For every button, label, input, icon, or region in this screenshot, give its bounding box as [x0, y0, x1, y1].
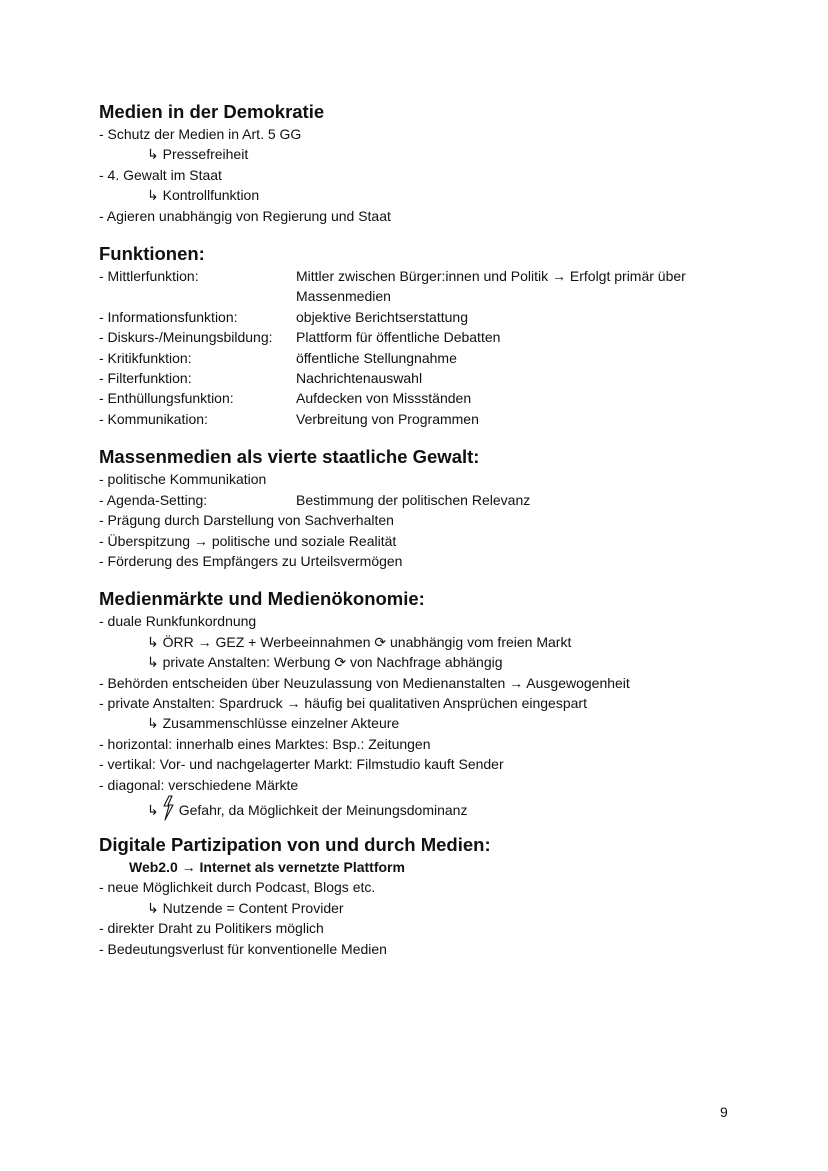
- agenda-description: Bestimmung der politischen Relevanz: [296, 491, 531, 508]
- list-item: - Schutz der Medien in Art. 5 GG: [99, 126, 302, 142]
- list-item: - Bedeutungsverlust für konventionelle Medien: [99, 940, 387, 957]
- list-subitem: ↳ Kontrollfunktion: [147, 187, 260, 204]
- list-item: - diagonal: verschiedene Märkte: [99, 776, 299, 793]
- list-subitem: ↳ Zusammenschlüsse einzelner Akteure: [147, 715, 400, 732]
- function-term: - Filterfunktion:: [99, 370, 192, 387]
- list-item: - Überspitzung → politische und soziale Realität: [99, 532, 397, 549]
- list-item: - 4. Gewalt im Staat: [99, 166, 222, 183]
- list-item: - private Anstalten: Spardruck → häufig bei qualitativen Ansprüchen eingespart: [99, 694, 587, 711]
- section-heading-medienmaerkte: Medienmärkte und Medienökonomie:: [99, 588, 425, 610]
- function-description: Verbreitung von Programmen: [296, 410, 479, 427]
- section-heading-medien-demokratie: Medien in der Demokratie: [99, 101, 325, 122]
- function-description: Aufdecken von Missständen: [296, 390, 472, 407]
- agenda-term: - Agenda-Setting:: [99, 491, 208, 508]
- function-term: - Diskurs-/Meinungsbildung:: [99, 329, 273, 346]
- function-term: - Kritikfunktion:: [99, 349, 192, 366]
- function-description-line: Mittler zwischen Bürger:innen und Politik → Erfolgt primär über: [296, 268, 686, 285]
- function-row: [99, 327, 759, 347]
- sub-arrow: ↳: [147, 801, 159, 818]
- agenda-row: [99, 490, 759, 510]
- function-term: - Enthüllungsfunktion:: [99, 390, 234, 407]
- page-number: 9: [720, 1104, 728, 1120]
- list-item: - vertikal: Vor- und nachgelagerter Markt: Filmstudio kauft Sender: [99, 756, 504, 773]
- list-item: - Förderung des Empfängers zu Urteilsvermögen: [99, 552, 403, 569]
- function-term: - Kommunikation:: [99, 410, 208, 427]
- document-page: [99, 100, 759, 959]
- section-heading-massenmedien: Massenmedien als vierte staatliche Gewalt:: [99, 446, 480, 468]
- function-description-line: Massenmedien: [296, 288, 391, 305]
- list-subitem-text: Gefahr, da Möglichkeit der Meinungsdominanz: [178, 801, 468, 818]
- function-row: [99, 409, 759, 429]
- function-description: Nachrichtenauswahl: [296, 370, 423, 387]
- list-item: - neue Möglichkeit durch Podcast, Blogs etc.: [99, 879, 376, 896]
- function-row: [99, 266, 759, 307]
- section-heading-funktionen: Funktionen:: [99, 243, 205, 265]
- function-term: - Mittlerfunktion:: [99, 268, 199, 285]
- function-row: [99, 368, 759, 388]
- list-subitem: ↳ Pressefreiheit: [147, 146, 249, 163]
- list-item: - horizontal: innerhalb eines Marktes: Bsp.: Zeitungen: [99, 735, 431, 752]
- list-subitem: ↳ Nutzende = Content Provider: [147, 899, 344, 916]
- function-row: [99, 307, 759, 327]
- list-item: - Prägung durch Darstellung von Sachverhalten: [99, 512, 394, 529]
- function-row: [99, 388, 759, 408]
- lightning-icon: [161, 795, 175, 821]
- list-subitem: [99, 795, 759, 821]
- function-row: [99, 348, 759, 368]
- list-item: - Behörden entscheiden über Neuzulassung von Medienanstalten → Ausgewogenheit: [99, 674, 630, 691]
- function-description: Plattform für öffentliche Debatten: [296, 329, 501, 346]
- function-description: öffentliche Stellungnahme: [296, 349, 457, 366]
- list-subitem: ↳ private Anstalten: Werbung ⟳ von Nachfrage abhängig: [147, 654, 503, 671]
- list-item: - politische Kommunikation: [99, 471, 267, 488]
- list-subitem: ↳ ÖRR → GEZ + Werbeeinnahmen ⟳ unabhängig vom freien Markt: [147, 633, 572, 650]
- list-item: - Agieren unabhängig von Regierung und Staat: [99, 207, 391, 224]
- function-description: objektive Berichtserstattung: [296, 308, 468, 325]
- function-term: - Informationsfunktion:: [99, 308, 238, 325]
- function-description: [296, 266, 759, 307]
- list-item: - duale Runkfunkordnung: [99, 613, 257, 630]
- section-heading-digitale-partizipation: Digitale Partizipation von und durch Medien:: [99, 833, 491, 855]
- list-item: - direkter Draht zu Politikers möglich: [99, 920, 324, 937]
- subheading-web20: Web2.0 → Internet als vernetzte Plattform: [129, 858, 405, 875]
